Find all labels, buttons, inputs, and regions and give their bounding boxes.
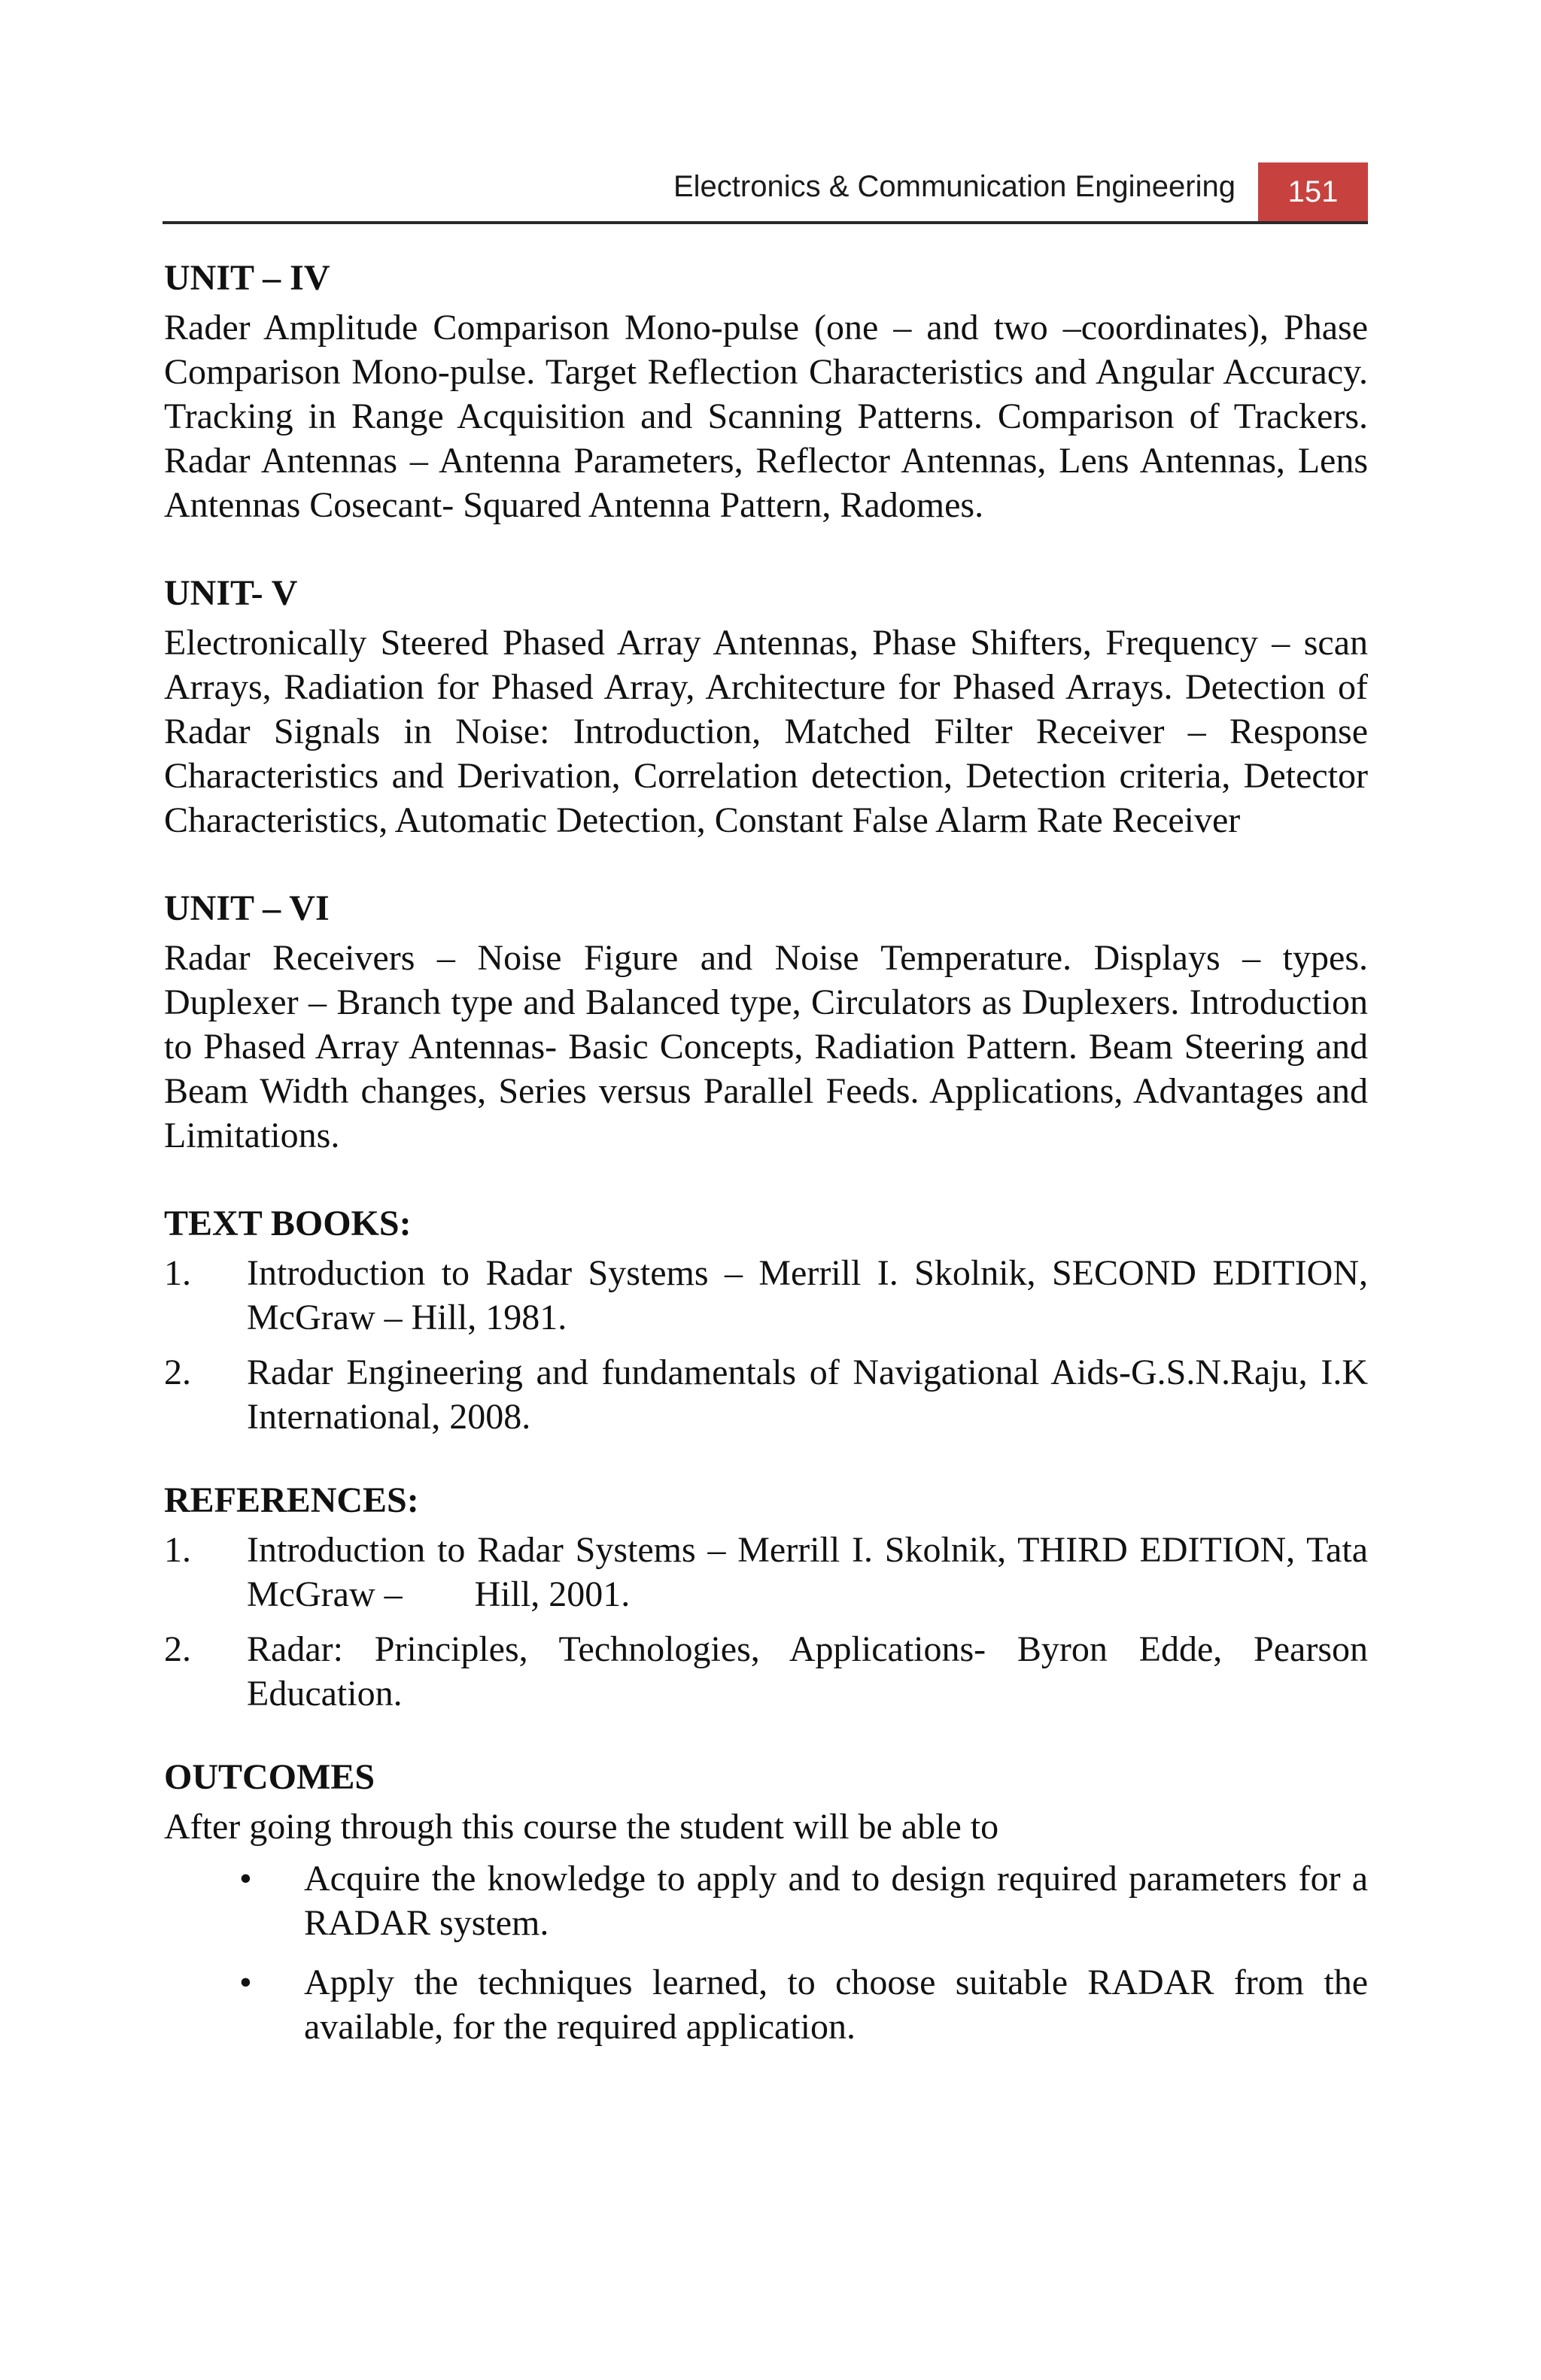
unit-4-text: Rader Amplitude Comparison Mono-pulse (one – and two –coordinates), Phase Comparison Mono-pulse. Target Reflection Characteristics and Angular Accuracy. Tracking in Range Acquisition and Scanning Patterns. Comparison of Trackers. Radar Antennas – Antenna Parameters, Reflector Antennas, Lens Antennas, Lens Antennas Cosecant- Squared Antenna Pattern, Radomes. <box>164 308 1368 525</box>
references-section <box>164 1478 1377 1716</box>
outcomes-list <box>164 1856 1368 2049</box>
bullet-icon: • <box>239 1859 252 1899</box>
bullet-icon: • <box>239 1963 252 2002</box>
references-list <box>164 1528 1377 1716</box>
unit-4-heading: UNIT – IV <box>164 258 330 298</box>
list-item-text: Radar Engineering and fundamentals of Navigational Aids-G.S.N.Raju, I.K International, 2008. <box>247 1352 1368 1437</box>
list-item-text: Acquire the knowledge to apply and to design required parameters for a RADAR system. <box>304 1859 1368 1943</box>
list-item <box>164 1960 1368 2049</box>
text-books-section <box>164 1201 1368 1439</box>
text-books-list <box>164 1251 1368 1439</box>
list-item <box>164 1350 1368 1439</box>
page-header <box>163 162 1368 224</box>
list-item-text: Introduction to Radar Systems – Merrill I. Skolnik, THIRD EDITION, Tata McGraw – Hill, 2001. <box>247 1530 1377 1614</box>
outcomes-intro: After going through this course the student will be able to <box>164 1807 999 1847</box>
page-number: 151 <box>1258 162 1368 221</box>
list-item-text: Radar: Principles, Technologies, Applications- Byron Edde, Pearson Education. <box>247 1629 1368 1714</box>
unit-5-text: Electronically Steered Phased Array Antennas, Phase Shifters, Frequency – scan Arrays, Radiation for Phased Array, Architecture for Phased Arrays. Detection of Radar Signals in Noise: Introduction, Matched Filter Receiver – Response Characteristics and Derivation, Correlation detection, Detection criteria, Detector Characteristics, Automatic Detection, Constant False Alarm Rate Receiver <box>164 623 1368 840</box>
list-number: 1. <box>164 1530 191 1570</box>
outcomes-section <box>164 1755 1368 2049</box>
list-item <box>164 1528 1377 1617</box>
unit-4-section <box>164 256 1368 527</box>
list-item <box>164 1251 1368 1340</box>
unit-5-heading: UNIT- V <box>164 573 298 613</box>
unit-6-section <box>164 886 1368 1158</box>
page-content <box>164 256 1377 2093</box>
text-books-heading: TEXT BOOKS: <box>164 1204 412 1243</box>
unit-6-heading: UNIT – VI <box>164 888 330 928</box>
list-number: 2. <box>164 1629 191 1669</box>
references-heading: REFERENCES: <box>164 1480 419 1520</box>
list-item <box>164 1627 1368 1716</box>
list-number: 2. <box>164 1352 191 1392</box>
outcomes-heading: OUTCOMES <box>164 1757 375 1797</box>
unit-6-text: Radar Receivers – Noise Figure and Noise Temperature. Displays – types. Duplexer – Branch type and Balanced type, Circulators as Duplexers. Introduction to Phased Array Antennas- Basic Concepts, Radiation Pattern. Beam Steering and Beam Width changes, Series versus Parallel Feeds. Applications, Advantages and Limitations. <box>164 938 1368 1155</box>
unit-5-section <box>164 571 1368 842</box>
list-item <box>164 1856 1368 1945</box>
list-number: 1. <box>164 1253 191 1293</box>
list-item-text: Apply the techniques learned, to choose suitable RADAR from the available, for the required application. <box>304 1963 1368 2047</box>
header-title: Electronics & Communication Engineering <box>673 170 1236 203</box>
list-item-text: Introduction to Radar Systems – Merrill I. Skolnik, SECOND EDITION, McGraw – Hill, 1981. <box>247 1253 1368 1337</box>
